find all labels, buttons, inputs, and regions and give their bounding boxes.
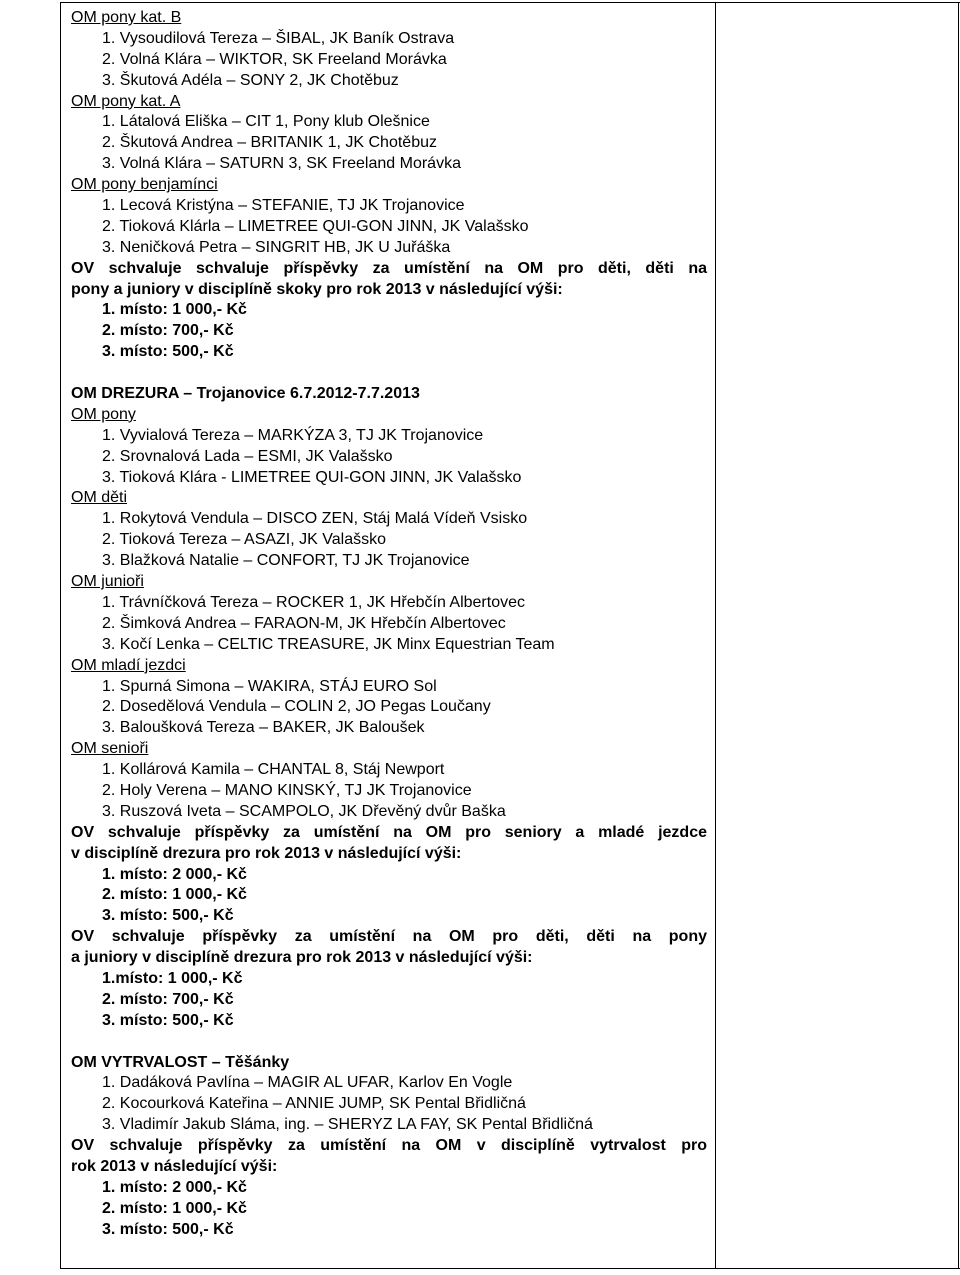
result-item: 2. Dosedělová Vendula – COLIN 2, JO Pegas Loučany	[102, 698, 491, 716]
prize-place: 2. místo: 1 000,- Kč	[102, 886, 247, 904]
prize-text: rok 2013 v následující výši:	[71, 1157, 278, 1175]
group-heading: OM mladí jezdci	[71, 656, 186, 674]
prize-place: 3. místo: 500,- Kč	[102, 1011, 234, 1029]
prize-place: 1. místo: 2 000,- Kč	[102, 865, 247, 883]
result-item: 2. Tioková Klárla – LIMETREE QUI-GON JINN, JK Valašsko	[102, 217, 529, 235]
prize-text: pony a juniory v disciplíně skoky pro rok 2013 v následující výši:	[71, 280, 563, 298]
prize-text: OV schvaluje příspěvky za umístění na OM pro děti, děti na pony	[71, 928, 707, 946]
spacer	[71, 363, 707, 384]
prize-place: 3. místo: 500,- Kč	[102, 343, 234, 361]
prize-place: 1. místo: 2 000,- Kč	[102, 1178, 247, 1196]
result-item: 1. Rokytová Vendula – DISCO ZEN, Stáj Malá Vídeň Vsisko	[102, 510, 528, 528]
section-title-drezura: OM DREZURA – Trojanovice 6.7.2012-7.7.2013	[71, 385, 420, 403]
prize-place: 2. místo: 700,- Kč	[102, 990, 234, 1008]
result-item: 2. Tioková Tereza – ASAZI, JK Valašsko	[102, 531, 386, 549]
table-border-right	[958, 2, 959, 1269]
table-border-left	[60, 2, 61, 1269]
result-item: 1. Dadáková Pavlína – MAGIR AL UFAR, Karlov En Vogle	[102, 1074, 513, 1092]
result-item: 3. Tioková Klára - LIMETREE QUI-GON JINN, JK Valašsko	[102, 468, 522, 486]
result-item: 1. Kollárová Kamila – CHANTAL 8, Stáj Newport	[102, 761, 445, 779]
group-heading: OM děti	[71, 489, 128, 507]
section-heading-pony-b: OM pony kat. B	[71, 9, 182, 26]
result-item: 2. Šimková Andrea – FARAON-M, JK Hřebčín Albertovec	[102, 614, 506, 632]
spacer	[71, 1032, 707, 1053]
result-item: 2. Volná Klára – WIKTOR, SK Freeland Morávka	[102, 50, 447, 68]
result-item: 3. Kočí Lenka – CELTIC TREASURE, JK Minx Equestrian Team	[102, 635, 555, 653]
result-item: 1. Spurná Simona – WAKIRA, STÁJ EURO Sol	[102, 677, 437, 695]
result-item: 2. Kocourková Kateřina – ANNIE JUMP, SK Pental Břidličná	[102, 1095, 526, 1113]
prize-text: OV schvaluje schvaluje příspěvky za umístění na OM pro děti, děti na	[71, 259, 707, 277]
result-item: 2. Holy Verena – MANO KINSKÝ, TJ JK Trojanovice	[102, 781, 472, 799]
result-item: 3. Neničková Petra – SINGRIT HB, JK U Juřáška	[102, 238, 451, 256]
prize-place: 2. místo: 700,- Kč	[102, 322, 234, 340]
prize-place: 3. místo: 500,- Kč	[102, 1220, 234, 1238]
prize-text: OV schvaluje příspěvky za umístění na OM v disciplíně vytrvalost pro	[71, 1137, 707, 1155]
result-item: 1. Vyvialová Tereza – MARKÝZA 3, TJ JK Trojanovice	[102, 426, 484, 444]
result-item: 3. Škutová Adéla – SONY 2, JK Chotěbuz	[102, 71, 399, 89]
prize-text: v disciplíně drezura pro rok 2013 v následující výši:	[71, 844, 462, 862]
result-item: 2. Srovnalová Lada – ESMI, JK Valašsko	[102, 447, 393, 465]
group-heading: OM junioři	[71, 573, 144, 591]
prize-text: a juniory v disciplíně drezura pro rok 2013 v následující výši:	[71, 949, 533, 967]
table-column-divider	[715, 2, 716, 1269]
prize-place: 1. místo: 1 000,- Kč	[102, 301, 247, 319]
prize-place: 2. místo: 1 000,- Kč	[102, 1199, 247, 1217]
table-border-bottom	[60, 1268, 960, 1269]
result-item: 1. Látalová Eliška – CIT 1, Pony klub Olešnice	[102, 113, 430, 131]
section-heading-pony-benjaminci: OM pony benjamínci	[71, 176, 218, 194]
section-heading-pony-a: OM pony kat. A	[71, 92, 181, 110]
result-item: 3. Baloušková Tereza – BAKER, JK Baloušek	[102, 719, 425, 737]
result-item: 1. Trávníčková Tereza – ROCKER 1, JK Hřebčín Albertovec	[102, 593, 525, 611]
result-item: 3. Volná Klára – SATURN 3, SK Freeland Morávka	[102, 155, 461, 173]
document-content	[71, 8, 707, 1241]
result-item: 3. Vladimír Jakub Sláma, ing. – SHERYZ LA FAY, SK Pental Břidličná	[102, 1116, 593, 1134]
table-border-top	[60, 2, 960, 3]
result-item: 3. Ruszová Iveta – SCAMPOLO, JK Dřevěný dvůr Baška	[102, 802, 506, 820]
section-title-vytrvalost: OM VYTRVALOST – Těšánky	[71, 1053, 290, 1071]
group-heading: OM pony	[71, 405, 136, 423]
prize-place: 3. místo: 500,- Kč	[102, 907, 234, 925]
prize-text: OV schvaluje příspěvky za umístění na OM pro seniory a mladé jezdce	[71, 823, 707, 841]
result-item: 3. Blažková Natalie – CONFORT, TJ JK Trojanovice	[102, 552, 470, 570]
result-item: 1. Vysoudilová Tereza – ŠIBAL, JK Baník Ostrava	[102, 29, 455, 47]
group-heading: OM senioři	[71, 740, 149, 758]
prize-place: 1.místo: 1 000,- Kč	[102, 969, 243, 987]
result-item: 2. Škutová Andrea – BRITANIK 1, JK Chotěbuz	[102, 134, 437, 152]
result-item: 1. Lecová Kristýna – STEFANIE, TJ JK Trojanovice	[102, 197, 465, 215]
